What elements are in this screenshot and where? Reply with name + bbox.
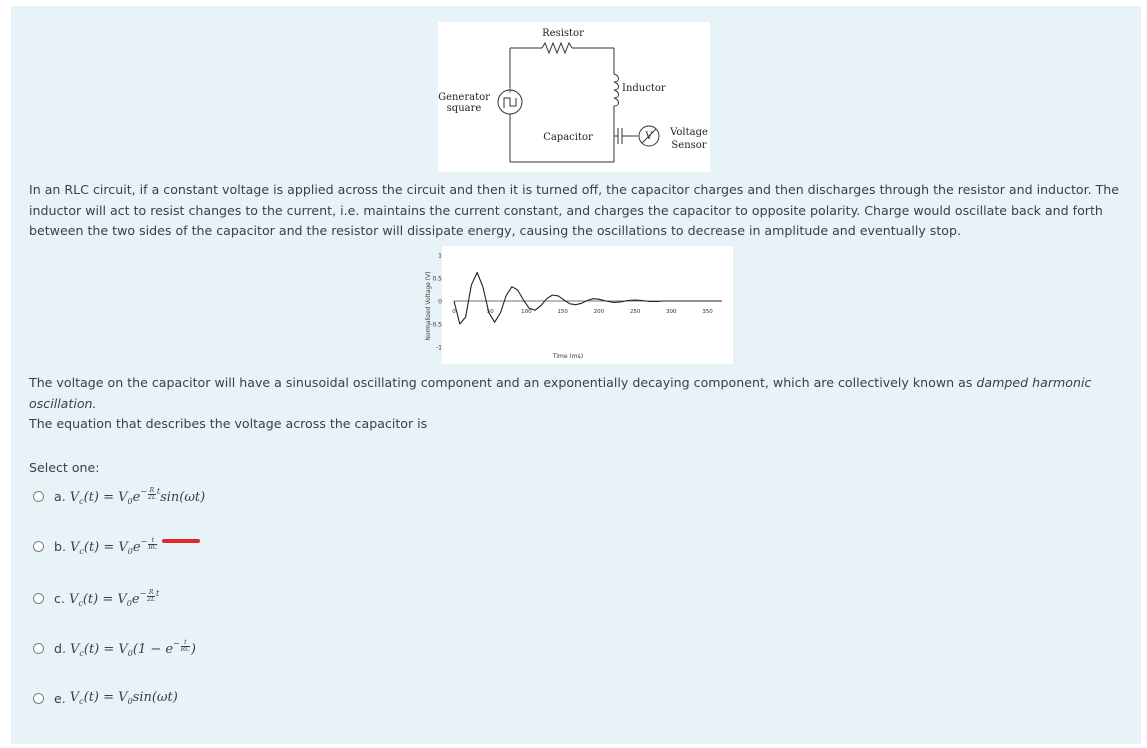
- option-e-letter: e.: [54, 690, 66, 706]
- chart-background: [442, 246, 733, 364]
- option-b-equation: $V_c(t) = V_0e^-$ $\frac{t}{RC}$: [70, 536, 158, 556]
- generator-label-2: square: [446, 103, 482, 114]
- x-tick-label: 250: [629, 309, 641, 315]
- option-c[interactable]: [33, 586, 159, 610]
- option-c-letter: c.: [54, 590, 65, 606]
- option-a-equation: $V_c(t) = V_0e^-$ $\frac{R}{2L}$ $^t$sin(ωt): [69, 486, 206, 506]
- intro-paragraph: In an RLC circuit, if a constant voltage is applied across the circuit and then it is turned off, the capacitor charges and then discharges through the resistor and inductor. The inductor will act to resist changes to the current, i.e. maintains the current constant, and charges the capacitor to opposite polarity. Charge would oscillate back and forth between the two sides of the capacitor and the resistor will dissipate energy, causing the oscillations to decrease in amplitude and eventually stop.: [29, 182, 1120, 238]
- y-tick-label: 0.5: [432, 275, 442, 283]
- y-tick-label: 1: [438, 252, 442, 260]
- option-a-letter: a.: [54, 488, 66, 504]
- option-b-letter: b.: [54, 538, 66, 554]
- option-c-equation: $V_c(t) = V_0e^-$ $\frac{R}{2L}$ $^t$: [68, 588, 160, 608]
- select-one-label: Select one:: [29, 460, 100, 475]
- damped-paragraph-text: The voltage on the capacitor will have a sinusoidal oscillating component and an exponentially decaying component, which are collectively known as: [29, 375, 977, 390]
- circuit-svg: [438, 22, 710, 172]
- y-tick-label: -0.5: [430, 321, 442, 329]
- svg-text:-: -: [508, 109, 512, 119]
- svg-text:+: +: [506, 86, 514, 96]
- option-e-equation: $V_c(t) = V_0\sin(\omega t)$: [69, 690, 178, 706]
- x-axis-label: Time (ms): [552, 353, 584, 360]
- inductor-label: Inductor: [622, 83, 666, 94]
- answer-mark: [162, 539, 200, 543]
- capacitor-label: Capacitor: [543, 132, 593, 143]
- x-tick-label: 100: [521, 309, 532, 315]
- generator-label-1: Generator: [438, 92, 490, 103]
- option-d-letter: d.: [54, 640, 66, 656]
- option-d[interactable]: [33, 636, 196, 660]
- option-b[interactable]: [33, 534, 158, 558]
- x-tick-label: 150: [557, 309, 568, 315]
- option-c-radio[interactable]: [33, 593, 44, 604]
- option-d-radio[interactable]: [33, 643, 44, 654]
- inductor-symbol: [614, 74, 619, 106]
- sensor-symbol-letter: V: [645, 131, 653, 142]
- option-e-radio[interactable]: [33, 693, 44, 704]
- sensor-label-2: Sensor: [671, 140, 707, 151]
- x-tick-label: 200: [593, 309, 605, 315]
- option-e[interactable]: [33, 686, 178, 710]
- resistor-label: Resistor: [542, 28, 584, 39]
- y-tick-label: 0: [438, 298, 442, 306]
- option-d-equation: $V_c(t) = V_0(1 - e^-$ $\frac{t}{RC}$ ): [70, 638, 196, 658]
- chart-svg: [418, 246, 733, 364]
- x-tick-label: 350: [702, 309, 713, 315]
- damped-paragraph: [29, 373, 1129, 435]
- x-tick-label: 0: [452, 309, 456, 315]
- option-b-radio[interactable]: [33, 541, 44, 552]
- x-tick-label: 300: [666, 309, 677, 315]
- y-axis-label: Normalized Voltage (V): [425, 271, 432, 341]
- option-a[interactable]: [33, 484, 205, 508]
- y-tick-label: -1: [436, 344, 442, 352]
- x-tick-label: 50: [486, 309, 494, 315]
- sensor-label-1: Voltage: [670, 127, 708, 138]
- rlc-circuit-diagram: [438, 22, 710, 172]
- damped-oscillation-chart: [418, 246, 733, 364]
- damped-term: damped harmonic oscillation.: [29, 375, 1092, 411]
- option-a-radio[interactable]: [33, 491, 44, 502]
- equation-prompt: The equation that describes the voltage across the capacitor is: [29, 416, 428, 431]
- resistor-symbol: [542, 43, 572, 53]
